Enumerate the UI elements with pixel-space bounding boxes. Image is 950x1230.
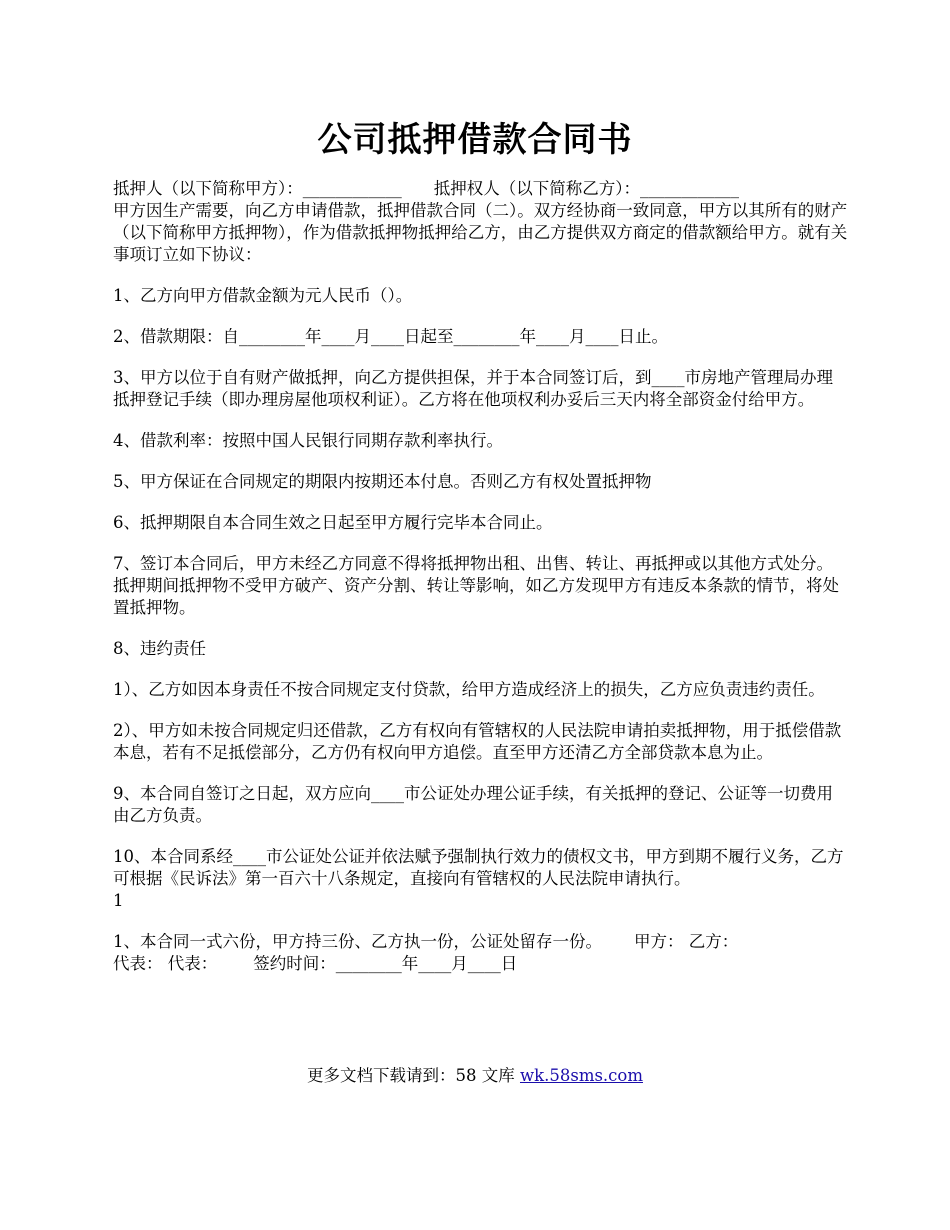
clause-9: 9、本合同自签订之日起，双方应向____市公证处办理公证手续，有关抵押的登记、公证等一切费用由乙方负责。 [113,784,833,825]
final-clause-line [113,931,848,953]
clause-5: 5、甲方保证在合同规定的期限内按期还本付息。否则乙方有权处置抵押物 [113,472,652,491]
rep-a-label: 代表： [113,954,163,973]
footer [0,1062,950,1086]
page-number: 1 [113,891,124,910]
footer-link[interactable]: wk.58sms.com [519,1066,643,1085]
clause-4: 4、借款利率：按照中国人民银行同期存款利率执行。 [113,431,503,450]
sign-time: 签约时间：________年____月____日 [253,954,518,973]
clause-6: 6、抵押期限自本合同生效之日起至甲方履行完毕本合同止。 [113,513,553,532]
rep-b-label: 代表： [167,954,218,973]
clause-8: 8、违约责任 [113,639,206,658]
footer-text: 更多文档下载请到：58 文库 [306,1066,520,1085]
final-clause: 1、本合同一式六份，甲方持三份、乙方执一份，公证处留存一份。 [113,932,602,951]
clause-1: 1、乙方向甲方借款金额为元人民币（）。 [113,286,413,305]
mortgagor-field: 抵押人（以下简称甲方）：____________ [113,179,402,198]
clause-3: 3、甲方以位于自有财产做抵押，向乙方提供担保，并于本合同签订后，到____市房地产管理局办理抵押登记手续（即办理房屋他项权利证）。乙方将在他项权利办妥后三天内将全部资金付给甲方。 [113,368,833,409]
party-a-label: 甲方： [634,932,684,951]
clause-8-1: 1）、乙方如因本身责任不按合同规定支付贷款，给甲方造成经济上的损失，乙方应负责违约责任。 [113,680,825,699]
intro-parties-line [113,178,848,200]
clause-10: 10、本合同系经____市公证处公证并依法赋予强制执行效力的债权文书，甲方到期不履行义务，乙方可根据《民诉法》第一百六十八条规定，直接向有管辖权的人民法院申请执行。 [113,847,844,888]
party-b-label: 乙方： [688,932,739,951]
clause-7: 7、签订本合同后，甲方未经乙方同意不得将抵押物出租、出售、转让、再抵押或以其他方式处分。抵押期间抵押物不受甲方破产、资产分割、转让等影响，如乙方发现甲方有违反本条款的情节，将处置抵押物。 [113,554,839,617]
intro-paragraph: 甲方因生产需要，向乙方申请借款，抵押借款合同（二）。双方经协商一致同意，甲方以其所有的财产（以下简称甲方抵押物），作为借款抵押物抵押给乙方，由乙方提供双方商定的借款额给甲方。就有关事项订立如下协议： [113,201,848,264]
mortgagee-field: 抵押权人（以下简称乙方）：____________ [433,179,739,198]
clause-8-2: 2）、甲方如未按合同规定归还借款，乙方有权向有管辖权的人民法院申请拍卖抵押物，用于抵偿借款本息，若有不足抵偿部分，乙方仍有权向甲方追偿。直至甲方还清乙方全部贷款本息为止。 [113,721,842,762]
clause-2: 2、借款期限：自________年____月____日起至________年____月____日止。 [113,327,668,346]
document-body [113,178,848,975]
document-title: 公司抵押借款合同书 [317,120,633,160]
signature-line [113,953,848,975]
